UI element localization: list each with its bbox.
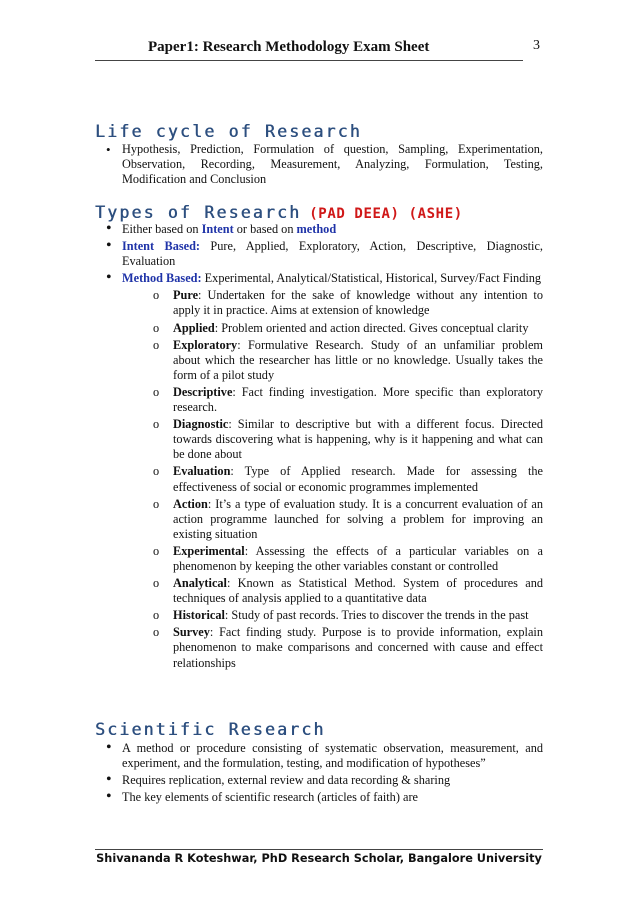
- subtype-text: : Known as Statistical Method. System of procedures and techniques of analysis applied to a quantitative data: [173, 576, 543, 606]
- subtype-list: [95, 288, 543, 670]
- subtype-term: Experimental: [173, 543, 245, 558]
- subtype-term: Pure: [173, 288, 199, 303]
- mnemonic-tag: (PAD DEEA) (ASHE): [309, 206, 463, 222]
- circle-bullet-icon: o: [153, 337, 160, 352]
- circle-bullet-icon: o: [153, 464, 160, 479]
- life-cycle-list: [95, 142, 543, 189]
- list-item: • Intent Based: Pure, Applied, Exploratory, Action, Descriptive, Diagnostic, Evaluation: [106, 237, 543, 269]
- subtype-item: [95, 385, 543, 415]
- subtype-term: Exploratory: [173, 337, 238, 352]
- bullet-icon: •: [106, 788, 112, 806]
- footer-text: Shivananda R Koteshwar, PhD Research Scholar, Bangalore University: [96, 852, 542, 865]
- subtype-item: [95, 338, 543, 383]
- subtype-text: : Undertaken for the sake of knowledge without any intention to apply it in practice. Aims at extension of knowledge: [173, 288, 543, 318]
- subtype-term: Action: [173, 496, 208, 511]
- footer-rule: [95, 849, 543, 850]
- subtype-item: [95, 321, 543, 336]
- subtype-term: Descriptive: [173, 384, 233, 399]
- bullet-icon: •: [106, 739, 112, 756]
- circle-bullet-icon: o: [153, 384, 160, 399]
- circle-bullet-icon: o: [153, 576, 160, 591]
- subtype-term: Survey: [173, 625, 210, 640]
- subtype-term: Analytical: [173, 576, 227, 591]
- subtype-item: [95, 464, 543, 494]
- circle-bullet-icon: o: [153, 625, 160, 640]
- life-cycle-heading: Life cycle of Research: [95, 122, 362, 141]
- header-rule: [95, 60, 523, 61]
- subtype-item: [95, 625, 543, 670]
- subtype-term: Historical: [173, 608, 225, 623]
- subtype-text: : Formulative Research. Study of an unfamiliar problem about which the researcher has little or no knowledge. Usually takes the form of a pilot study: [173, 337, 543, 382]
- subtype-term: Applied: [173, 320, 215, 335]
- subtype-text: : Type of Applied research. Made for assessing the effectiveness of social or economic programmes implemented: [173, 464, 543, 494]
- subtype-item: [95, 497, 543, 542]
- subtype-term: Diagnostic: [173, 417, 229, 432]
- bullet-icon: •: [106, 142, 111, 157]
- list-item: • The key elements of scientific research (articles of faith) are: [106, 788, 418, 806]
- bullet-icon: •: [106, 771, 112, 789]
- circle-bullet-icon: o: [153, 417, 160, 432]
- list-item: • Hypothesis, Prediction, Formulation of question, Sampling, Experimentation, Observation, Recording, Measurement, Analyzing, Formulation, Testing, Modification and Conclusion: [106, 142, 543, 187]
- circle-bullet-icon: o: [153, 543, 160, 558]
- subtype-term: Evaluation: [173, 464, 231, 479]
- bullet-icon: •: [106, 220, 112, 237]
- subtype-text: : It’s a type of evaluation study. It is a concurrent evaluation of an action programme launched for solving a problem for improving an existing situation: [173, 496, 543, 541]
- subtype-item: [95, 417, 543, 462]
- types-heading: Types of Research (PAD DEEA) (ASHE): [95, 203, 463, 222]
- subtype-text: : Similar to descriptive but with a different focus. Directed towards discovering what is happening, why is it happening and what can be done about: [173, 417, 543, 462]
- circle-bullet-icon: o: [153, 496, 160, 511]
- scientific-heading: Scientific Research: [95, 720, 326, 739]
- subtype-text: : Fact finding study. Purpose is to provide information, explain phenomenon to make comparisons and concerned with cause and effect relationships: [173, 625, 543, 670]
- types-list: [95, 222, 543, 673]
- page-number: 3: [533, 38, 540, 53]
- list-item: • A method or procedure consisting of systematic observation, measurement, and experiment, and the formulation, testing, and modification of hypotheses”: [106, 739, 543, 771]
- list-item: • Method Based: Experimental, Analytical/Statistical, Historical, Survey/Fact Finding: [106, 269, 542, 287]
- subtype-text: : Problem oriented and action directed. Gives conceptual clarity: [214, 320, 529, 335]
- list-item: • Requires replication, external review and data recording & sharing: [106, 771, 451, 789]
- subtype-item: [95, 544, 543, 574]
- circle-bullet-icon: o: [153, 608, 160, 623]
- scientific-list: [95, 741, 543, 807]
- header-title: Paper1: Research Methodology Exam Sheet: [148, 39, 430, 55]
- subtype-text: : Assessing the effects of a particular variables on a phenomenon by keeping the other variables constant or controlled: [173, 543, 543, 573]
- circle-bullet-icon: o: [153, 288, 160, 303]
- subtype-item: [95, 576, 543, 606]
- subtype-item: [95, 288, 543, 318]
- bullet-icon: •: [106, 269, 112, 287]
- circle-bullet-icon: o: [153, 320, 160, 335]
- list-item: • Either based on Intent or based on method: [106, 220, 337, 237]
- subtype-text: : Study of past records. Tries to discover the trends in the past: [224, 608, 529, 623]
- subtype-item: [95, 608, 543, 623]
- subtype-text: : Fact finding investigation. More specific than exploratory research.: [173, 384, 543, 415]
- bullet-icon: •: [106, 237, 112, 255]
